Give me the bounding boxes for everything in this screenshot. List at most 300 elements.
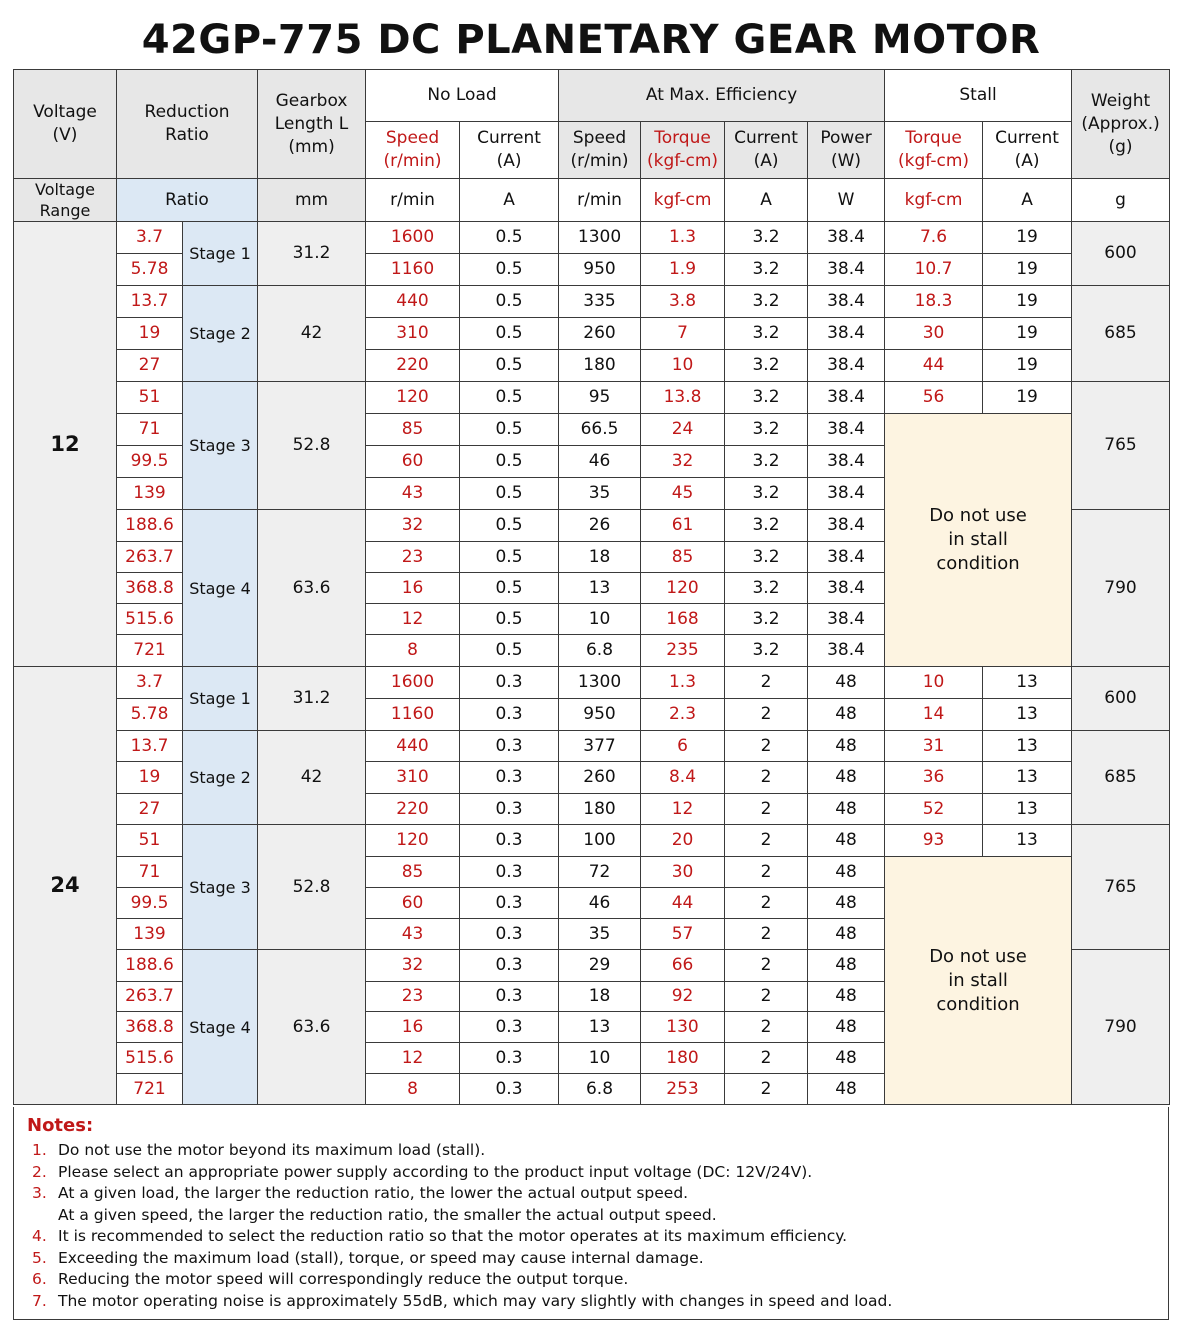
sub-header-me-speed [559,122,641,179]
max-eff-speed-cell: 46 [559,446,641,478]
max-eff-speed-cell: 1300 [559,667,641,699]
no-load-speed-cell: 220 [366,350,460,382]
max-eff-torque-cell: 180 [641,1043,725,1074]
unit-nl-current: A [460,179,559,222]
max-eff-torque-cell: 30 [641,857,725,888]
sub-me-speed-line1: Speed [572,128,627,148]
note-number: 3. [32,1184,47,1202]
note-item [27,1162,1168,1184]
max-eff-power-cell: 48 [808,1012,885,1043]
ratio-cell: 3.7 [117,222,183,254]
note-item [27,1140,1168,1162]
no-load-speed-cell: 16 [366,573,460,604]
notes-section [13,1107,1169,1320]
header-stall: Stall [885,70,1072,122]
stall-current-cell: 13 [983,731,1072,762]
unit-me-speed: r/min [559,179,641,222]
note-item [27,1205,1168,1227]
max-eff-torque-cell: 235 [641,635,725,667]
max-eff-torque-cell: 168 [641,604,725,635]
sub-me-power-line2: (W) [830,151,862,171]
header-weight [1072,70,1170,179]
max-eff-power-cell: 38.4 [808,286,885,318]
max-eff-current-cell: 3.2 [725,382,808,414]
max-eff-torque-cell: 120 [641,573,725,604]
gearbox-length-cell: 52.8 [258,825,366,950]
max-eff-torque-cell: 10 [641,350,725,382]
ratio-cell: 51 [117,825,183,857]
max-eff-speed-cell: 66.5 [559,414,641,446]
no-stall-note [885,945,1071,1017]
no-load-speed-cell: 1160 [366,254,460,286]
no-load-speed-cell: 1600 [366,667,460,699]
weight-cell: 685 [1072,286,1170,382]
max-eff-current-cell: 3.2 [725,446,808,478]
ratio-cell: 368.8 [117,573,183,604]
ratio-cell: 721 [117,1074,183,1105]
note-text: At a given load, the larger the reduction ratio, the lower the actual output speed. [58,1184,689,1202]
header-voltage [14,70,117,179]
max-eff-speed-cell: 377 [559,731,641,762]
no-stall-note-cell [885,414,1072,667]
gearbox-length-cell: 63.6 [258,510,366,667]
sub-me-current-line2: (A) [753,151,779,171]
max-eff-torque-cell: 12 [641,794,725,825]
note-item [27,1248,1168,1270]
no-load-current-cell: 0.5 [460,222,559,254]
stall-current-cell: 19 [983,382,1072,414]
note-number [27,1205,58,1227]
header-weight-line3: (g) [1108,136,1133,157]
max-eff-current-cell: 2 [725,667,808,699]
no-load-speed-cell: 12 [366,604,460,635]
note-number: 2. [32,1162,47,1181]
max-eff-power-cell: 38.4 [808,542,885,573]
header-weight-line1: Weight [1090,90,1151,111]
header-weight-line2: (Approx.) [1081,113,1160,134]
note-text: At a given speed, the larger the reduction ratio, the smaller the actual output speed. [58,1205,717,1224]
ratio-cell: 71 [117,857,183,888]
max-eff-power-cell: 48 [808,1074,885,1105]
ratio-cell: 3.7 [117,667,183,699]
no-load-current-cell: 0.5 [460,254,559,286]
no-load-current-cell: 0.3 [460,699,559,731]
unit-nl-speed: r/min [366,179,460,222]
max-eff-speed-cell: 29 [559,950,641,982]
max-eff-current-cell: 2 [725,731,808,762]
stall-torque-cell: 10.7 [885,254,983,286]
table-row [14,731,1170,762]
stall-torque-cell: 44 [885,350,983,382]
stall-current-cell: 19 [983,350,1072,382]
sub-header-st-torque [885,122,983,179]
ratio-cell: 515.6 [117,604,183,635]
max-eff-speed-cell: 1300 [559,222,641,254]
no-load-current-cell: 0.5 [460,542,559,573]
max-eff-torque-cell: 20 [641,825,725,857]
no-load-current-cell: 0.3 [460,1043,559,1074]
max-eff-power-cell: 48 [808,1043,885,1074]
max-eff-power-cell: 38.4 [808,573,885,604]
max-eff-power-cell: 38.4 [808,222,885,254]
note-number: 7. [32,1291,47,1310]
no-stall-note-line: in stall [948,969,1008,991]
stall-torque-cell: 31 [885,731,983,762]
no-load-speed-cell: 120 [366,382,460,414]
max-eff-power-cell: 48 [808,794,885,825]
max-eff-torque-cell: 1.3 [641,667,725,699]
unit-st-current: A [983,179,1072,222]
max-eff-power-cell: 38.4 [808,446,885,478]
no-load-speed-cell: 60 [366,888,460,919]
no-load-speed-cell: 12 [366,1043,460,1074]
header-voltage-line2: (V) [52,125,78,145]
note-text: Exceeding the maximum load (stall), torque, or speed may cause internal damage. [58,1248,704,1267]
stall-torque-cell: 14 [885,699,983,731]
max-eff-current-cell: 2 [725,982,808,1012]
max-eff-power-cell: 48 [808,857,885,888]
header-max-efficiency: At Max. Efficiency [559,70,885,122]
gearbox-length-cell: 52.8 [258,382,366,510]
max-eff-speed-cell: 46 [559,888,641,919]
no-load-current-cell: 0.3 [460,950,559,982]
stall-torque-cell: 52 [885,794,983,825]
max-eff-speed-cell: 35 [559,919,641,950]
max-eff-current-cell: 3.2 [725,350,808,382]
sub-header-me-current [725,122,808,179]
max-eff-current-cell: 2 [725,919,808,950]
stall-current-cell: 19 [983,222,1072,254]
ratio-cell: 5.78 [117,699,183,731]
stall-current-cell: 13 [983,699,1072,731]
ratio-cell: 13.7 [117,286,183,318]
sub-header-me-torque [641,122,725,179]
ratio-cell: 51 [117,382,183,414]
max-eff-speed-cell: 95 [559,382,641,414]
max-eff-speed-cell: 100 [559,825,641,857]
no-load-speed-cell: 8 [366,635,460,667]
spec-table [13,69,1170,1105]
max-eff-power-cell: 38.4 [808,382,885,414]
header-gearbox-length [258,70,366,179]
max-eff-speed-cell: 950 [559,699,641,731]
no-load-speed-cell: 23 [366,542,460,573]
page-title: 42GP-775 DC PLANETARY GEAR MOTOR [141,17,1041,63]
no-load-current-cell: 0.5 [460,510,559,542]
max-eff-power-cell: 48 [808,667,885,699]
stall-current-cell: 13 [983,825,1072,857]
sub-me-torque-line2: (kgf-cm) [647,151,719,171]
no-load-current-cell: 0.3 [460,794,559,825]
max-eff-torque-cell: 1.9 [641,254,725,286]
weight-cell: 600 [1072,222,1170,286]
no-load-current-cell: 0.3 [460,857,559,888]
no-load-speed-cell: 1600 [366,222,460,254]
weight-cell: 765 [1072,825,1170,950]
sub-st-current-line2: (A) [1014,151,1040,171]
max-eff-speed-cell: 950 [559,254,641,286]
max-eff-power-cell: 48 [808,919,885,950]
max-eff-power-cell: 38.4 [808,478,885,510]
weight-cell: 685 [1072,731,1170,825]
note-text: Please select an appropriate power supply according to the product input voltage (DC: 12V/24V). [58,1162,813,1181]
stall-torque-cell: 36 [885,762,983,794]
max-eff-current-cell: 3.2 [725,510,808,542]
max-eff-torque-cell: 85 [641,542,725,573]
no-load-current-cell: 0.3 [460,1012,559,1043]
max-eff-speed-cell: 10 [559,604,641,635]
ratio-cell: 99.5 [117,446,183,478]
sub-me-power-line1: Power [820,128,872,148]
no-load-current-cell: 0.5 [460,350,559,382]
stall-current-cell: 19 [983,318,1072,350]
max-eff-current-cell: 3.2 [725,414,808,446]
max-eff-current-cell: 3.2 [725,478,808,510]
no-stall-note-line: condition [936,553,1020,574]
no-load-current-cell: 0.3 [460,982,559,1012]
no-load-speed-cell: 85 [366,414,460,446]
stall-torque-cell: 56 [885,382,983,414]
no-load-current-cell: 0.3 [460,888,559,919]
note-text: Do not use the motor beyond its maximum load (stall). [58,1141,486,1159]
max-eff-torque-cell: 66 [641,950,725,982]
max-eff-torque-cell: 7 [641,318,725,350]
ratio-cell: 71 [117,414,183,446]
max-eff-power-cell: 48 [808,762,885,794]
max-eff-speed-cell: 18 [559,542,641,573]
stall-torque-cell: 30 [885,318,983,350]
stall-torque-cell: 18.3 [885,286,983,318]
notes-title: Notes: [27,1115,94,1136]
unit-voltage-range-line2: Range [39,201,91,220]
max-eff-torque-cell: 61 [641,510,725,542]
max-eff-power-cell: 38.4 [808,254,885,286]
max-eff-power-cell: 38.4 [808,604,885,635]
max-eff-torque-cell: 13.8 [641,382,725,414]
no-load-current-cell: 0.5 [460,446,559,478]
no-load-current-cell: 0.3 [460,1074,559,1105]
sub-nl-current-line2: (A) [496,151,522,171]
header-reduction-line1: Reduction [144,102,230,122]
max-eff-power-cell: 48 [808,731,885,762]
max-eff-current-cell: 2 [725,762,808,794]
header-gearbox-line2: Length L [274,113,349,134]
stage-cell: Stage 4 [183,510,258,667]
stage-cell: Stage 3 [183,382,258,510]
max-eff-speed-cell: 10 [559,1043,641,1074]
stage-cell: Stage 2 [183,286,258,382]
unit-st-torque: kgf-cm [885,179,983,222]
table-row [14,667,1170,699]
no-load-current-cell: 0.3 [460,762,559,794]
no-load-speed-cell: 440 [366,731,460,762]
no-load-speed-cell: 32 [366,510,460,542]
weight-cell: 790 [1072,510,1170,667]
voltage-cell: 24 [14,667,117,1105]
max-eff-speed-cell: 335 [559,286,641,318]
max-eff-power-cell: 38.4 [808,414,885,446]
max-eff-current-cell: 3.2 [725,286,808,318]
note-item [27,1269,1168,1291]
note-number: 4. [32,1227,47,1245]
stall-current-cell: 19 [983,286,1072,318]
max-eff-torque-cell: 2.3 [641,699,725,731]
note-item [27,1291,1168,1313]
no-load-current-cell: 0.5 [460,478,559,510]
no-stall-note-line: Do not use [929,945,1027,967]
max-eff-speed-cell: 18 [559,982,641,1012]
max-eff-power-cell: 48 [808,982,885,1012]
gearbox-length-cell: 42 [258,731,366,825]
sub-header-nl-current [460,122,559,179]
no-load-speed-cell: 43 [366,919,460,950]
no-load-current-cell: 0.3 [460,667,559,699]
header-reduction-line2: Ratio [165,125,209,145]
max-eff-current-cell: 2 [725,699,808,731]
unit-length: mm [258,179,366,222]
max-eff-torque-cell: 45 [641,478,725,510]
max-eff-torque-cell: 6 [641,731,725,762]
sub-st-torque-line2: (kgf-cm) [898,151,970,171]
note-text: Reducing the motor speed will correspondingly reduce the output torque. [58,1270,629,1288]
gearbox-length-cell: 31.2 [258,667,366,731]
max-eff-torque-cell: 44 [641,888,725,919]
max-eff-power-cell: 38.4 [808,635,885,667]
ratio-cell: 139 [117,478,183,510]
no-load-current-cell: 0.5 [460,573,559,604]
sub-header-nl-speed [366,122,460,179]
spec-table-body [14,222,1170,1105]
note-item [27,1183,1168,1205]
notes-list [27,1140,1168,1312]
note-number: 6. [32,1270,47,1288]
ratio-cell: 27 [117,794,183,825]
ratio-cell: 188.6 [117,950,183,982]
ratio-cell: 263.7 [117,982,183,1012]
no-load-speed-cell: 8 [366,1074,460,1105]
ratio-cell: 19 [117,318,183,350]
no-load-speed-cell: 1160 [366,699,460,731]
gearbox-length-cell: 42 [258,286,366,382]
stall-torque-cell: 93 [885,825,983,857]
no-load-speed-cell: 43 [366,478,460,510]
max-eff-power-cell: 48 [808,950,885,982]
weight-cell: 790 [1072,950,1170,1105]
max-eff-speed-cell: 260 [559,762,641,794]
no-stall-note-line: condition [936,993,1020,1015]
max-eff-current-cell: 3.2 [725,222,808,254]
note-number: 1. [32,1141,47,1159]
ratio-cell: 19 [117,762,183,794]
max-eff-speed-cell: 13 [559,1012,641,1043]
unit-voltage-range-line1: Voltage [34,180,95,199]
ratio-cell: 13.7 [117,731,183,762]
max-eff-current-cell: 3.2 [725,604,808,635]
no-load-current-cell: 0.5 [460,382,559,414]
sub-nl-speed-line1: Speed [385,128,440,148]
max-eff-current-cell: 2 [725,857,808,888]
sub-nl-current-line1: Current [477,128,541,148]
max-eff-torque-cell: 253 [641,1074,725,1105]
max-eff-torque-cell: 1.3 [641,222,725,254]
max-eff-current-cell: 2 [725,794,808,825]
unit-me-torque: kgf-cm [641,179,725,222]
sub-header-me-power [808,122,885,179]
no-load-speed-cell: 32 [366,950,460,982]
sub-st-current-line1: Current [995,128,1059,148]
header-gearbox-line3: (mm) [288,136,335,157]
no-load-current-cell: 0.5 [460,604,559,635]
stall-current-cell: 13 [983,762,1072,794]
no-load-current-cell: 0.5 [460,286,559,318]
max-eff-speed-cell: 180 [559,794,641,825]
no-stall-note [885,504,1071,576]
max-eff-speed-cell: 6.8 [559,1074,641,1105]
no-load-speed-cell: 23 [366,982,460,1012]
ratio-cell: 368.8 [117,1012,183,1043]
max-eff-torque-cell: 32 [641,446,725,478]
max-eff-torque-cell: 130 [641,1012,725,1043]
no-load-current-cell: 0.5 [460,318,559,350]
note-text: It is recommended to select the reduction ratio so that the motor operates at its maximum efficiency. [58,1227,848,1245]
max-eff-power-cell: 48 [808,825,885,857]
sub-me-speed-line2: (r/min) [570,151,629,171]
stall-current-cell: 13 [983,794,1072,825]
no-load-speed-cell: 220 [366,794,460,825]
max-eff-speed-cell: 180 [559,350,641,382]
max-eff-speed-cell: 6.8 [559,635,641,667]
ratio-cell: 139 [117,919,183,950]
weight-cell: 765 [1072,382,1170,510]
no-load-current-cell: 0.5 [460,414,559,446]
no-load-speed-cell: 310 [366,762,460,794]
stage-cell: Stage 3 [183,825,258,950]
unit-me-power: W [808,179,885,222]
no-stall-note-cell [885,857,1072,1105]
no-load-speed-cell: 310 [366,318,460,350]
max-eff-speed-cell: 260 [559,318,641,350]
max-eff-torque-cell: 24 [641,414,725,446]
max-eff-current-cell: 2 [725,950,808,982]
sub-me-current-line1: Current [734,128,798,148]
no-stall-note-line: Do not use [929,505,1027,526]
max-eff-torque-cell: 92 [641,982,725,1012]
ratio-cell: 99.5 [117,888,183,919]
unit-me-current: A [725,179,808,222]
max-eff-current-cell: 2 [725,825,808,857]
max-eff-torque-cell: 57 [641,919,725,950]
note-item [27,1226,1168,1248]
no-load-speed-cell: 85 [366,857,460,888]
max-eff-power-cell: 38.4 [808,510,885,542]
max-eff-current-cell: 3.2 [725,542,808,573]
voltage-cell: 12 [14,222,117,667]
ratio-cell: 721 [117,635,183,667]
no-load-current-cell: 0.3 [460,731,559,762]
table-row [14,286,1170,318]
stall-torque-cell: 7.6 [885,222,983,254]
no-load-speed-cell: 120 [366,825,460,857]
ratio-cell: 263.7 [117,542,183,573]
no-stall-note-line: in stall [948,529,1008,550]
ratio-cell: 188.6 [117,510,183,542]
max-eff-current-cell: 2 [725,1074,808,1105]
table-row [14,222,1170,254]
stage-cell: Stage 1 [183,667,258,731]
ratio-cell: 27 [117,350,183,382]
max-eff-current-cell: 3.2 [725,318,808,350]
no-load-current-cell: 0.3 [460,825,559,857]
